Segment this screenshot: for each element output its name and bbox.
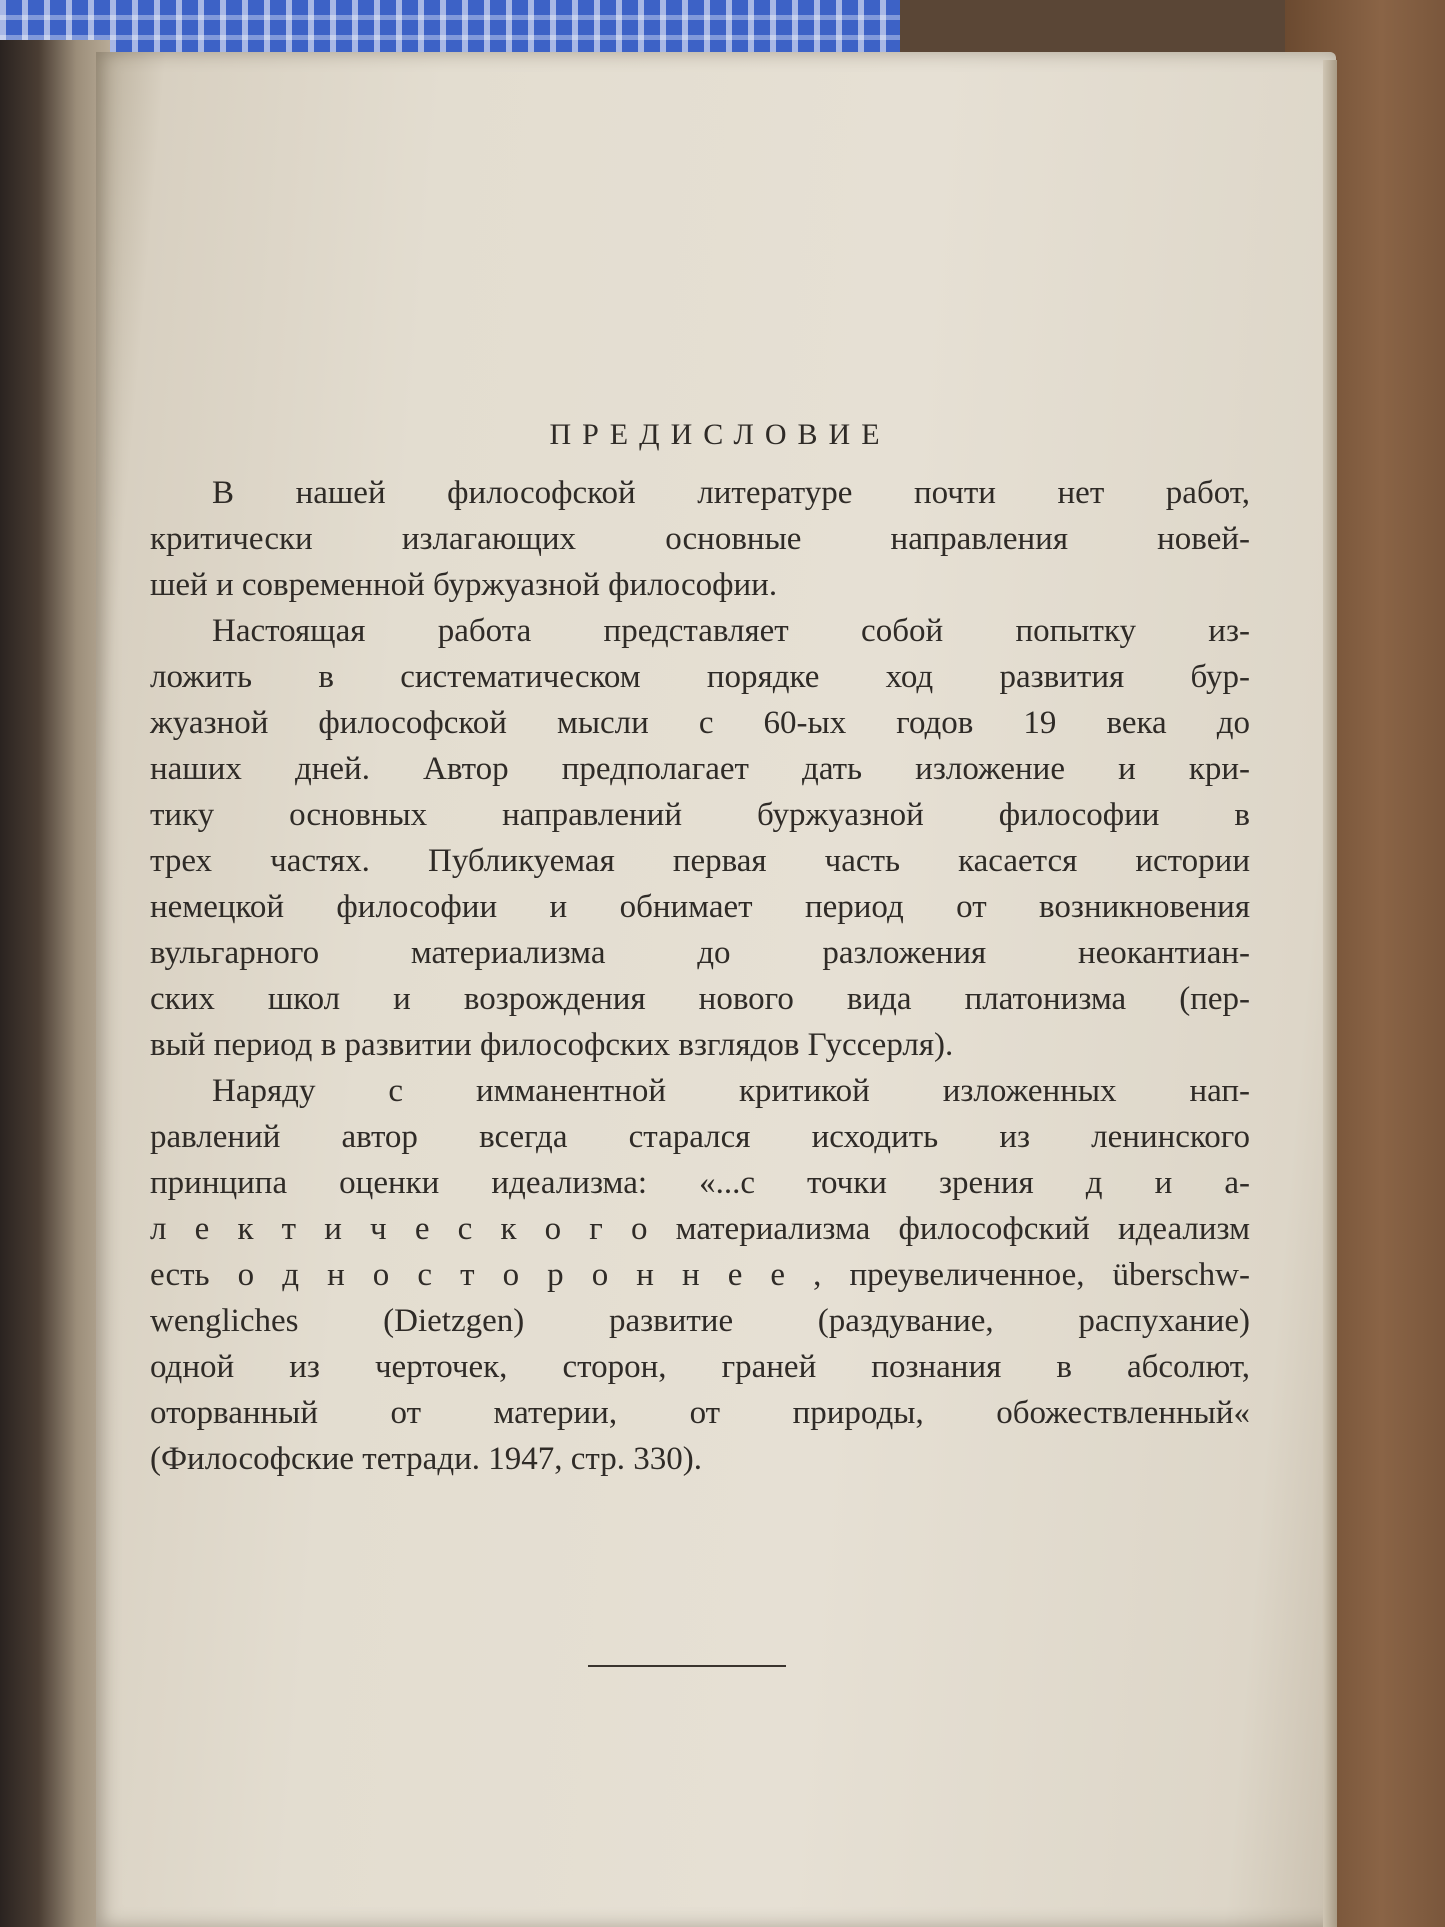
text-line: критически излагающих основные направления новей- <box>150 521 1250 557</box>
text-line: вульгарного материализма до разложения неокантиан- <box>150 935 1250 971</box>
book-spine <box>0 40 110 1927</box>
text-line: принципа оценки идеализма: «...с точки зрения д и а- <box>150 1165 1250 1201</box>
page-content <box>150 418 1250 1482</box>
preface-title: ПРЕДИСЛОВИЕ <box>549 418 891 451</box>
paragraph-1 <box>150 470 1250 608</box>
text-line: вый период в развитии философских взглядов Гуссерля). <box>150 1027 954 1063</box>
page-edge <box>1323 60 1337 1927</box>
text-line: ложить в систематическом порядке ход развития бур- <box>150 659 1250 695</box>
text-line: трех частях. Публикуемая первая часть касается истории <box>150 843 1250 879</box>
text-line: Наряду с имманентной критикой изложенных нап- <box>212 1073 1250 1109</box>
paragraph-2 <box>150 608 1250 1068</box>
text-line: ских школ и возрождения нового вида платонизма (пер- <box>150 981 1250 1017</box>
text-line: шей и современной буржуазной философии. <box>150 567 778 603</box>
text-line: есть о д н о с т о р о н н е е , преувеличенное, überschw- <box>150 1257 1250 1293</box>
closing-rule <box>588 1665 786 1667</box>
text-line: равлений автор всегда старался исходить из ленинского <box>150 1119 1250 1155</box>
text-line: жуазной философской мысли с 60-ых годов 19 века до <box>150 705 1250 741</box>
text-line: оторванный от материи, от природы, обожествленный« <box>150 1395 1250 1431</box>
text-line: В нашей философской литературе почти нет работ, <box>212 475 1250 511</box>
text-line: наших дней. Автор предполагает дать изложение и кри- <box>150 751 1250 787</box>
text-line: wengliches (Dietzgen) развитие (раздувание, распухание) <box>150 1303 1250 1339</box>
text-line: Настоящая работа представляет собой попытку из- <box>212 613 1250 649</box>
paragraph-3 <box>150 1068 1250 1482</box>
text-line: тику основных направлений буржуазной философии в <box>150 797 1250 833</box>
text-line: одной из черточек, сторон, граней познания в абсолют, <box>150 1349 1250 1385</box>
text-line: л е к т и ч е с к о г о материализма философский идеализм <box>150 1211 1250 1247</box>
text-line: немецкой философии и обнимает период от возникновения <box>150 889 1250 925</box>
text-line: (Философские тетради. 1947, стр. 330). <box>150 1441 702 1477</box>
